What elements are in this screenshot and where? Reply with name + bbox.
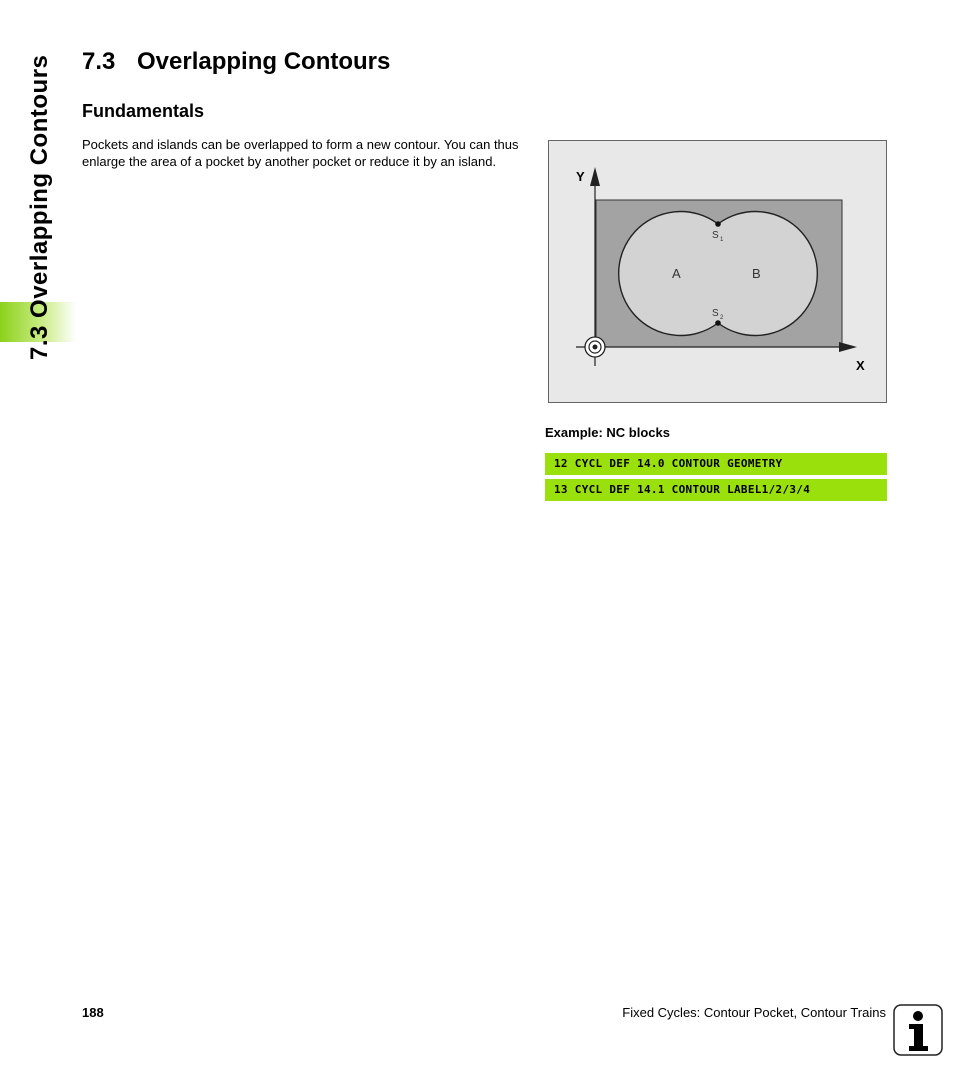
page-number: 188 [82, 1005, 104, 1020]
point-s1-marker [715, 221, 721, 227]
point-s2-label: S [712, 308, 719, 319]
overlapping-contours-figure [548, 140, 887, 403]
subheading: Fundamentals [82, 101, 205, 121]
info-icon[interactable] [893, 1004, 943, 1056]
section-number: 7.3 [82, 48, 116, 75]
section-title [82, 46, 390, 78]
label-a: A [672, 266, 681, 281]
nc-block-12: 12 CYCL DEF 14.0 CONTOUR GEOMETRY [545, 453, 887, 475]
point-s2-subscript: 2 [720, 315, 724, 321]
nc-block-13: 13 CYCL DEF 14.1 CONTOUR LABEL1/2/3/4 [545, 479, 887, 501]
section-title-text: Overlapping Contours [137, 48, 391, 75]
example-label: Example: NC blocks [545, 425, 670, 440]
chapter-title: Fixed Cycles: Contour Pocket, Contour Trains [622, 1005, 886, 1020]
point-s2-marker [715, 320, 721, 326]
axis-y-label: Y [576, 169, 585, 184]
side-tab [0, 0, 76, 1091]
label-b: B [752, 266, 761, 281]
side-tab-label: 7.3 Overlapping Contours [26, 54, 53, 360]
point-s1-label: S [712, 230, 719, 241]
axis-x-label: X [856, 358, 865, 373]
body-paragraph: Pockets and islands can be overlapped to form a new contour. You can thus enlarge the area of a pocket by another pocket or reduce it by an island. [82, 137, 519, 169]
point-s1-subscript: 1 [720, 237, 724, 243]
